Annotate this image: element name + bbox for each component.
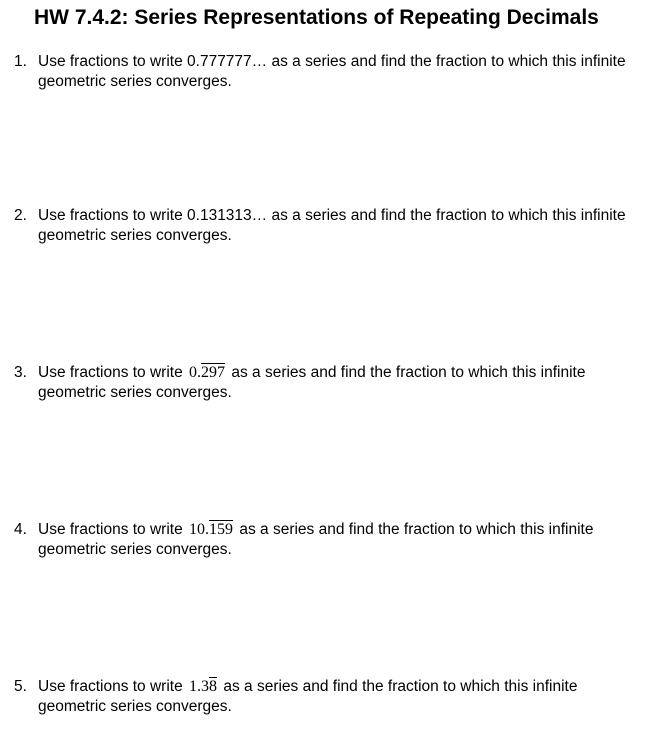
problem-statement-end: as a series and find the fraction to which this infinite geometric series converges.	[38, 678, 578, 715]
problem-text	[38, 52, 650, 92]
problem-statement: Use fractions to write 0.131313… as a series and find the fraction to which this infinite geometric series converges.	[38, 207, 626, 244]
problem-number: 3.	[14, 364, 27, 381]
problem-statement-end: as a series and find the fraction to which this infinite geometric series converges.	[38, 364, 586, 401]
repeating-digits: 297	[201, 364, 226, 381]
problem-1	[14, 52, 650, 92]
problem-number: 2.	[14, 207, 27, 224]
problem-statement-start: Use fractions to write	[38, 521, 183, 538]
repeating-decimal	[189, 521, 233, 538]
problem-2	[14, 206, 650, 246]
decimal-lead: 0.	[189, 364, 202, 381]
problem-text	[38, 520, 619, 560]
problem-text	[38, 677, 604, 717]
repeating-decimal	[189, 678, 217, 695]
repeating-decimal	[189, 364, 225, 381]
problem-statement-end: as a series and find the fraction to which this infinite geometric series converges.	[38, 521, 594, 558]
problem-statement-start: Use fractions to write	[38, 364, 183, 381]
problem-number: 5.	[14, 678, 27, 695]
repeating-digits: 159	[209, 521, 234, 538]
problem-number: 1.	[14, 53, 27, 70]
problem-number: 4.	[14, 521, 27, 538]
problem-statement: Use fractions to write 0.777777… as a series and find the fraction to which this infinite geometric series converges.	[38, 53, 626, 90]
decimal-lead: 1.3	[189, 678, 210, 695]
problem-4	[14, 520, 619, 560]
problem-text	[38, 206, 650, 246]
problem-statement-start: Use fractions to write	[38, 678, 183, 695]
decimal-lead: 10.	[189, 521, 210, 538]
repeating-digits: 8	[209, 678, 218, 695]
problem-text	[38, 363, 614, 403]
problem-3	[14, 363, 614, 403]
page-title: HW 7.4.2: Series Representations of Repeating Decimals	[34, 6, 599, 29]
problem-5	[14, 677, 604, 717]
